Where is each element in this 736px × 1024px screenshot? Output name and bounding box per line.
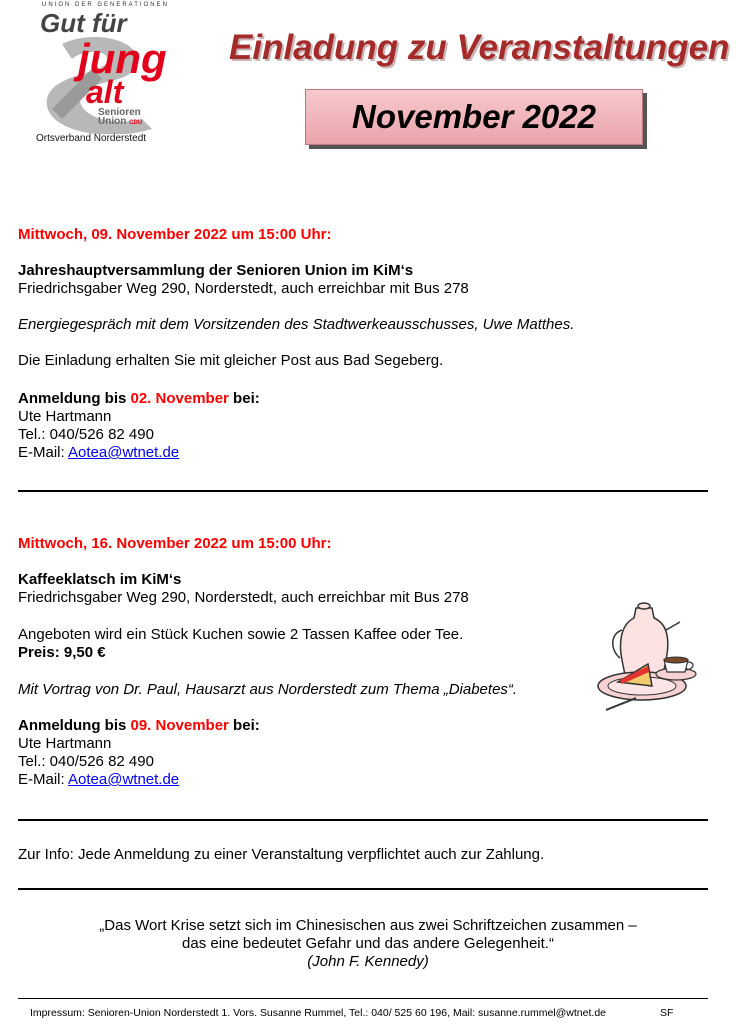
logo-cdu: CDU [129, 120, 143, 126]
divider-2 [18, 819, 708, 821]
event1-email-line: E-Mail: Aotea@wtnet.de [18, 444, 180, 461]
event1-title: Jahreshauptversammlung der Senioren Union im KiM‘s [18, 262, 414, 279]
event2-email-link[interactable]: Aotea@wtnet.de [68, 771, 180, 788]
month-banner [305, 89, 643, 145]
event2-reg-date: 09. November [130, 717, 229, 734]
event1-contact-name: Ute Hartmann [18, 408, 112, 425]
logo-ortsverband: Ortsverband Norderstedt [36, 133, 147, 144]
event2-contact-name: Ute Hartmann [18, 735, 112, 752]
event2-date: Mittwoch, 16. November 2022 um 15:00 Uhr: [18, 535, 332, 552]
logo-jung: jung [78, 35, 167, 82]
event2-registration: Anmeldung bis 09. November bei: [18, 717, 260, 734]
logo-senioren-union [98, 108, 142, 128]
event1-date: Mittwoch, 09. November 2022 um 15:00 Uhr: [18, 226, 332, 243]
event2-price: Preis: 9,50 € [18, 644, 106, 661]
page-title: Einladung zu Veranstaltungen [229, 28, 730, 67]
event2-talk: Mit Vortrag von Dr. Paul, Hausarzt aus Norderstedt zum Thema „Diabetes“. [18, 681, 518, 698]
quote-line-2: das eine bedeutet Gefahr und das andere Gelegenheit.“ [182, 935, 554, 952]
quote-line-1: „Das Wort Krise setzt sich im Chinesischen aus zwei Schriftzeichen zusammen – [99, 917, 637, 934]
event2-title: Kaffeeklatsch im KiM‘s [18, 571, 182, 588]
quote-author: (John F. Kennedy) [307, 953, 429, 970]
divider-1 [18, 490, 708, 492]
payment-info: Zur Info: Jede Anmeldung zu einer Veranstaltung verpflichtet auch zur Zahlung. [18, 846, 545, 863]
event1-note: Die Einladung erhalten Sie mit gleicher Post aus Bad Segeberg. [18, 352, 444, 369]
event2-contact-tel: Tel.: 040/526 82 490 [18, 753, 154, 770]
imprint-initials: SF [660, 1007, 674, 1019]
coffee-cake-icon [596, 600, 700, 716]
event1-registration: Anmeldung bis 02. November bei: [18, 390, 260, 407]
imprint: Impressum: Senioren-Union Norderstedt 1. Vors. Susanne Rummel, Tel.: 040/ 525 60 196, Mail: susanne.rummel@wtnet.de [30, 1007, 607, 1019]
logo-alt: alt [86, 74, 124, 110]
event2-offer: Angeboten wird ein Stück Kuchen sowie 2 Tassen Kaffee oder Tee. [18, 626, 464, 643]
kennedy-quote [0, 917, 736, 971]
event1-contact-tel: Tel.: 040/526 82 490 [18, 426, 154, 443]
divider-3 [18, 888, 708, 890]
event1-talk: Energiegespräch mit dem Vorsitzenden des Stadtwerkeausschusses, Uwe Matthes. [18, 316, 575, 333]
month-label: November 2022 [352, 98, 596, 135]
logo-union: Union CDU [98, 116, 143, 127]
divider-4 [18, 998, 708, 999]
event1-email-link[interactable]: Aotea@wtnet.de [68, 444, 180, 461]
logo-gut-fuer: Gut für [40, 8, 127, 38]
event1-reg-date: 02. November [130, 390, 229, 407]
logo-top-line: UNION DER GENERATIONEN [42, 2, 169, 8]
senioren-union-logo [28, 0, 188, 150]
event1-address: Friedrichsgaber Weg 290, Norderstedt, auch erreichbar mit Bus 278 [18, 280, 469, 297]
logo-senioren: Senioren [98, 107, 141, 118]
event2-email-line: E-Mail: Aotea@wtnet.de [18, 771, 180, 788]
event2-address: Friedrichsgaber Weg 290, Norderstedt, auch erreichbar mit Bus 278 [18, 589, 469, 606]
